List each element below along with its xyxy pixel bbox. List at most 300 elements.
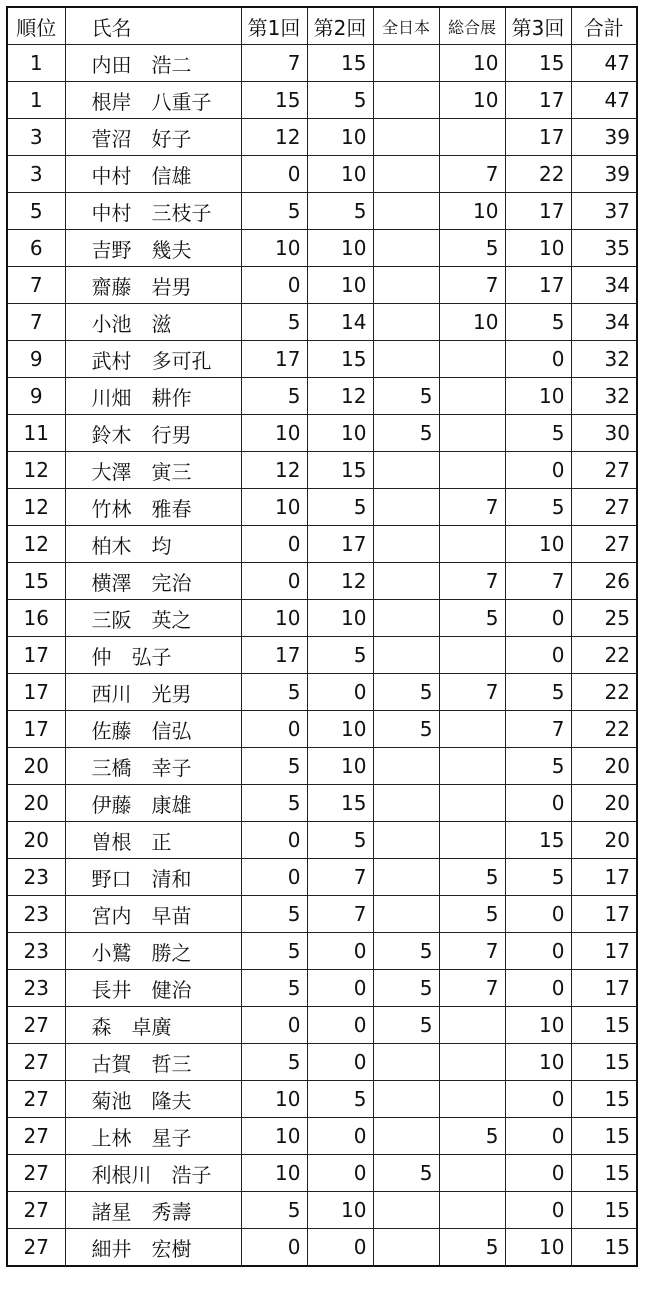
round-3-cell: 17 <box>505 267 571 304</box>
all-japan-cell <box>373 304 439 341</box>
name-cell: 横澤 完治 <box>65 563 241 600</box>
table-row <box>7 415 637 452</box>
all-japan-cell: 5 <box>373 415 439 452</box>
table-row <box>7 526 637 563</box>
general-exhibition-cell <box>439 341 505 378</box>
name-cell: 中村 三枝子 <box>65 193 241 230</box>
name-cell: 小池 滋 <box>65 304 241 341</box>
rank-cell: 12 <box>7 489 65 526</box>
round-3-cell: 5 <box>505 748 571 785</box>
general-exhibition-cell <box>439 748 505 785</box>
table-row <box>7 489 637 526</box>
rank-cell: 17 <box>7 674 65 711</box>
round-1-cell: 0 <box>241 563 307 600</box>
rank-cell: 17 <box>7 711 65 748</box>
round-2-cell: 7 <box>307 896 373 933</box>
rank-cell: 23 <box>7 859 65 896</box>
round-3-cell: 5 <box>505 674 571 711</box>
table-row <box>7 1118 637 1155</box>
round-2-cell: 0 <box>307 674 373 711</box>
total-cell: 27 <box>571 526 637 563</box>
rank-cell: 27 <box>7 1155 65 1192</box>
all-japan-cell <box>373 341 439 378</box>
round-1-cell: 10 <box>241 489 307 526</box>
table-row <box>7 230 637 267</box>
general-exhibition-cell <box>439 526 505 563</box>
table-row <box>7 859 637 896</box>
all-japan-cell <box>373 748 439 785</box>
all-japan-cell <box>373 822 439 859</box>
all-japan-cell: 5 <box>373 711 439 748</box>
name-cell: 中村 信雄 <box>65 156 241 193</box>
round-1-cell: 0 <box>241 859 307 896</box>
round-1-cell: 5 <box>241 1044 307 1081</box>
round-1-cell: 5 <box>241 970 307 1007</box>
rank-cell: 12 <box>7 452 65 489</box>
name-cell: 佐藤 信弘 <box>65 711 241 748</box>
round-2-cell: 5 <box>307 1081 373 1118</box>
general-exhibition-cell: 7 <box>439 970 505 1007</box>
round-3-cell: 17 <box>505 193 571 230</box>
round-1-cell: 10 <box>241 230 307 267</box>
round-3-cell: 0 <box>505 933 571 970</box>
total-cell: 27 <box>571 452 637 489</box>
all-japan-cell <box>373 230 439 267</box>
total-cell: 15 <box>571 1229 637 1267</box>
general-exhibition-cell: 10 <box>439 82 505 119</box>
total-cell: 22 <box>571 637 637 674</box>
general-exhibition-cell: 7 <box>439 674 505 711</box>
all-japan-cell <box>373 1081 439 1118</box>
general-exhibition-cell <box>439 452 505 489</box>
round-3-cell: 10 <box>505 230 571 267</box>
table-row <box>7 822 637 859</box>
round-2-cell: 0 <box>307 1229 373 1267</box>
table-row <box>7 933 637 970</box>
name-cell: 川畑 耕作 <box>65 378 241 415</box>
round-3-cell: 0 <box>505 452 571 489</box>
table-row <box>7 193 637 230</box>
total-cell: 15 <box>571 1192 637 1229</box>
all-japan-cell <box>373 82 439 119</box>
general-exhibition-cell <box>439 785 505 822</box>
all-japan-cell <box>373 156 439 193</box>
rank-cell: 3 <box>7 119 65 156</box>
header-round-2: 第2回 <box>307 7 373 45</box>
round-3-cell: 5 <box>505 859 571 896</box>
all-japan-cell <box>373 785 439 822</box>
table-row <box>7 452 637 489</box>
total-cell: 32 <box>571 341 637 378</box>
header-round-1: 第1回 <box>241 7 307 45</box>
total-cell: 22 <box>571 674 637 711</box>
round-2-cell: 12 <box>307 378 373 415</box>
all-japan-cell <box>373 637 439 674</box>
round-3-cell: 0 <box>505 896 571 933</box>
round-1-cell: 0 <box>241 156 307 193</box>
round-1-cell: 0 <box>241 822 307 859</box>
round-2-cell: 10 <box>307 156 373 193</box>
rank-cell: 20 <box>7 785 65 822</box>
round-1-cell: 10 <box>241 600 307 637</box>
total-cell: 22 <box>571 711 637 748</box>
total-cell: 47 <box>571 82 637 119</box>
name-cell: 武村 多可孔 <box>65 341 241 378</box>
round-3-cell: 17 <box>505 82 571 119</box>
total-cell: 39 <box>571 156 637 193</box>
general-exhibition-cell: 7 <box>439 267 505 304</box>
round-1-cell: 0 <box>241 1229 307 1267</box>
round-2-cell: 5 <box>307 822 373 859</box>
table-row <box>7 637 637 674</box>
total-cell: 35 <box>571 230 637 267</box>
round-2-cell: 5 <box>307 637 373 674</box>
general-exhibition-cell: 7 <box>439 563 505 600</box>
total-cell: 15 <box>571 1044 637 1081</box>
all-japan-cell <box>373 489 439 526</box>
table-row <box>7 748 637 785</box>
all-japan-cell: 5 <box>373 933 439 970</box>
rank-cell: 17 <box>7 637 65 674</box>
name-cell: 鈴木 行男 <box>65 415 241 452</box>
round-2-cell: 10 <box>307 711 373 748</box>
table-row <box>7 785 637 822</box>
round-1-cell: 10 <box>241 1155 307 1192</box>
table-row <box>7 82 637 119</box>
round-2-cell: 10 <box>307 415 373 452</box>
name-cell: 三阪 英之 <box>65 600 241 637</box>
rank-cell: 9 <box>7 341 65 378</box>
table-row <box>7 378 637 415</box>
total-cell: 27 <box>571 489 637 526</box>
name-cell: 仲 弘子 <box>65 637 241 674</box>
general-exhibition-cell <box>439 1007 505 1044</box>
table-row <box>7 1044 637 1081</box>
name-cell: 古賀 哲三 <box>65 1044 241 1081</box>
round-3-cell: 15 <box>505 822 571 859</box>
general-exhibition-cell <box>439 1192 505 1229</box>
table-row <box>7 341 637 378</box>
general-exhibition-cell <box>439 1081 505 1118</box>
name-cell: 上林 星子 <box>65 1118 241 1155</box>
round-1-cell: 10 <box>241 1118 307 1155</box>
round-3-cell: 0 <box>505 1118 571 1155</box>
round-2-cell: 15 <box>307 341 373 378</box>
round-1-cell: 5 <box>241 785 307 822</box>
rank-cell: 12 <box>7 526 65 563</box>
general-exhibition-cell: 7 <box>439 489 505 526</box>
round-3-cell: 0 <box>505 341 571 378</box>
table-row <box>7 1229 637 1267</box>
rank-cell: 23 <box>7 896 65 933</box>
round-3-cell: 15 <box>505 45 571 82</box>
round-1-cell: 0 <box>241 526 307 563</box>
rank-cell: 3 <box>7 156 65 193</box>
name-cell: 野口 清和 <box>65 859 241 896</box>
round-3-cell: 10 <box>505 1044 571 1081</box>
round-1-cell: 5 <box>241 193 307 230</box>
name-cell: 菊池 隆夫 <box>65 1081 241 1118</box>
round-2-cell: 10 <box>307 600 373 637</box>
round-1-cell: 5 <box>241 748 307 785</box>
round-2-cell: 5 <box>307 82 373 119</box>
total-cell: 47 <box>571 45 637 82</box>
round-1-cell: 5 <box>241 304 307 341</box>
round-1-cell: 17 <box>241 637 307 674</box>
round-1-cell: 5 <box>241 896 307 933</box>
rank-cell: 27 <box>7 1007 65 1044</box>
table-row <box>7 304 637 341</box>
all-japan-cell <box>373 1192 439 1229</box>
general-exhibition-cell: 5 <box>439 230 505 267</box>
ranking-table <box>6 6 638 1267</box>
rank-cell: 1 <box>7 82 65 119</box>
total-cell: 39 <box>571 119 637 156</box>
round-1-cell: 0 <box>241 1007 307 1044</box>
all-japan-cell <box>373 452 439 489</box>
all-japan-cell <box>373 193 439 230</box>
name-cell: 根岸 八重子 <box>65 82 241 119</box>
total-cell: 17 <box>571 970 637 1007</box>
table-row <box>7 970 637 1007</box>
round-3-cell: 10 <box>505 378 571 415</box>
rank-cell: 23 <box>7 933 65 970</box>
round-3-cell: 22 <box>505 156 571 193</box>
name-cell: 内田 浩二 <box>65 45 241 82</box>
round-1-cell: 12 <box>241 452 307 489</box>
general-exhibition-cell: 5 <box>439 896 505 933</box>
table-row <box>7 563 637 600</box>
rank-cell: 20 <box>7 748 65 785</box>
name-cell: 森 卓廣 <box>65 1007 241 1044</box>
total-cell: 15 <box>571 1007 637 1044</box>
round-3-cell: 5 <box>505 304 571 341</box>
round-1-cell: 0 <box>241 711 307 748</box>
header-total: 合計 <box>571 7 637 45</box>
name-cell: 曽根 正 <box>65 822 241 859</box>
name-cell: 吉野 幾夫 <box>65 230 241 267</box>
name-cell: 柏木 均 <box>65 526 241 563</box>
rank-cell: 11 <box>7 415 65 452</box>
general-exhibition-cell <box>439 711 505 748</box>
rank-cell: 27 <box>7 1192 65 1229</box>
round-3-cell: 17 <box>505 119 571 156</box>
round-2-cell: 15 <box>307 785 373 822</box>
general-exhibition-cell: 7 <box>439 156 505 193</box>
table-row <box>7 711 637 748</box>
round-1-cell: 17 <box>241 341 307 378</box>
table-row <box>7 1192 637 1229</box>
round-1-cell: 5 <box>241 933 307 970</box>
total-cell: 20 <box>571 785 637 822</box>
round-1-cell: 5 <box>241 1192 307 1229</box>
all-japan-cell: 5 <box>373 674 439 711</box>
table-row <box>7 119 637 156</box>
name-cell: 西川 光男 <box>65 674 241 711</box>
round-3-cell: 5 <box>505 415 571 452</box>
round-3-cell: 0 <box>505 1192 571 1229</box>
round-3-cell: 0 <box>505 1155 571 1192</box>
table-row <box>7 45 637 82</box>
round-3-cell: 10 <box>505 526 571 563</box>
round-2-cell: 10 <box>307 748 373 785</box>
all-japan-cell <box>373 859 439 896</box>
all-japan-cell <box>373 896 439 933</box>
table-row <box>7 1007 637 1044</box>
rank-cell: 9 <box>7 378 65 415</box>
round-3-cell: 0 <box>505 1081 571 1118</box>
round-1-cell: 10 <box>241 415 307 452</box>
name-cell: 細井 宏樹 <box>65 1229 241 1267</box>
all-japan-cell <box>373 1118 439 1155</box>
all-japan-cell: 5 <box>373 1007 439 1044</box>
general-exhibition-cell: 7 <box>439 933 505 970</box>
round-2-cell: 15 <box>307 45 373 82</box>
round-3-cell: 0 <box>505 600 571 637</box>
general-exhibition-cell: 10 <box>439 193 505 230</box>
round-2-cell: 15 <box>307 452 373 489</box>
general-exhibition-cell <box>439 822 505 859</box>
round-1-cell: 15 <box>241 82 307 119</box>
round-1-cell: 0 <box>241 267 307 304</box>
name-cell: 小鷲 勝之 <box>65 933 241 970</box>
total-cell: 30 <box>571 415 637 452</box>
round-2-cell: 12 <box>307 563 373 600</box>
header-general-exhibition: 総合展 <box>439 7 505 45</box>
table-row <box>7 674 637 711</box>
total-cell: 20 <box>571 748 637 785</box>
table-row <box>7 600 637 637</box>
header-round-3: 第3回 <box>505 7 571 45</box>
round-2-cell: 10 <box>307 1192 373 1229</box>
total-cell: 17 <box>571 933 637 970</box>
all-japan-cell <box>373 600 439 637</box>
table-body <box>7 45 637 1267</box>
total-cell: 26 <box>571 563 637 600</box>
general-exhibition-cell <box>439 415 505 452</box>
header-name: 氏名 <box>65 7 241 45</box>
round-2-cell: 10 <box>307 119 373 156</box>
rank-cell: 27 <box>7 1229 65 1267</box>
name-cell: 伊藤 康雄 <box>65 785 241 822</box>
round-3-cell: 0 <box>505 970 571 1007</box>
header-rank: 順位 <box>7 7 65 45</box>
all-japan-cell <box>373 1044 439 1081</box>
name-cell: 長井 健治 <box>65 970 241 1007</box>
general-exhibition-cell <box>439 119 505 156</box>
header-row <box>7 7 637 45</box>
all-japan-cell <box>373 563 439 600</box>
general-exhibition-cell <box>439 1155 505 1192</box>
rank-cell: 27 <box>7 1118 65 1155</box>
round-3-cell: 7 <box>505 563 571 600</box>
round-3-cell: 0 <box>505 785 571 822</box>
total-cell: 15 <box>571 1118 637 1155</box>
all-japan-cell <box>373 45 439 82</box>
round-2-cell: 5 <box>307 489 373 526</box>
general-exhibition-cell: 5 <box>439 600 505 637</box>
rank-cell: 16 <box>7 600 65 637</box>
all-japan-cell <box>373 526 439 563</box>
round-2-cell: 10 <box>307 230 373 267</box>
general-exhibition-cell: 5 <box>439 859 505 896</box>
name-cell: 宮内 早苗 <box>65 896 241 933</box>
rank-cell: 6 <box>7 230 65 267</box>
name-cell: 三橋 幸子 <box>65 748 241 785</box>
rank-cell: 27 <box>7 1081 65 1118</box>
total-cell: 32 <box>571 378 637 415</box>
name-cell: 齋藤 岩男 <box>65 267 241 304</box>
round-1-cell: 12 <box>241 119 307 156</box>
total-cell: 34 <box>571 304 637 341</box>
round-1-cell: 5 <box>241 378 307 415</box>
all-japan-cell: 5 <box>373 378 439 415</box>
total-cell: 34 <box>571 267 637 304</box>
name-cell: 諸星 秀壽 <box>65 1192 241 1229</box>
round-2-cell: 0 <box>307 1155 373 1192</box>
round-2-cell: 0 <box>307 970 373 1007</box>
general-exhibition-cell: 5 <box>439 1229 505 1267</box>
round-2-cell: 0 <box>307 1118 373 1155</box>
table-row <box>7 267 637 304</box>
round-2-cell: 14 <box>307 304 373 341</box>
round-2-cell: 7 <box>307 859 373 896</box>
total-cell: 17 <box>571 896 637 933</box>
table-row <box>7 156 637 193</box>
general-exhibition-cell <box>439 1044 505 1081</box>
total-cell: 17 <box>571 859 637 896</box>
general-exhibition-cell <box>439 378 505 415</box>
all-japan-cell <box>373 267 439 304</box>
name-cell: 利根川 浩子 <box>65 1155 241 1192</box>
round-1-cell: 7 <box>241 45 307 82</box>
round-2-cell: 5 <box>307 193 373 230</box>
name-cell: 竹林 雅春 <box>65 489 241 526</box>
round-2-cell: 10 <box>307 267 373 304</box>
general-exhibition-cell: 10 <box>439 304 505 341</box>
all-japan-cell: 5 <box>373 1155 439 1192</box>
rank-cell: 5 <box>7 193 65 230</box>
round-3-cell: 10 <box>505 1007 571 1044</box>
rank-cell: 15 <box>7 563 65 600</box>
round-1-cell: 5 <box>241 674 307 711</box>
rank-cell: 23 <box>7 970 65 1007</box>
round-1-cell: 10 <box>241 1081 307 1118</box>
table-row <box>7 1081 637 1118</box>
general-exhibition-cell: 5 <box>439 1118 505 1155</box>
table-row <box>7 896 637 933</box>
rank-cell: 7 <box>7 267 65 304</box>
rank-cell: 1 <box>7 45 65 82</box>
round-3-cell: 0 <box>505 637 571 674</box>
total-cell: 15 <box>571 1155 637 1192</box>
all-japan-cell <box>373 1229 439 1267</box>
round-3-cell: 7 <box>505 711 571 748</box>
round-2-cell: 0 <box>307 1007 373 1044</box>
rank-cell: 20 <box>7 822 65 859</box>
round-3-cell: 5 <box>505 489 571 526</box>
all-japan-cell: 5 <box>373 970 439 1007</box>
round-3-cell: 10 <box>505 1229 571 1267</box>
total-cell: 25 <box>571 600 637 637</box>
total-cell: 37 <box>571 193 637 230</box>
rank-cell: 27 <box>7 1044 65 1081</box>
total-cell: 15 <box>571 1081 637 1118</box>
rank-cell: 7 <box>7 304 65 341</box>
name-cell: 大澤 寅三 <box>65 452 241 489</box>
total-cell: 20 <box>571 822 637 859</box>
name-cell: 菅沼 好子 <box>65 119 241 156</box>
